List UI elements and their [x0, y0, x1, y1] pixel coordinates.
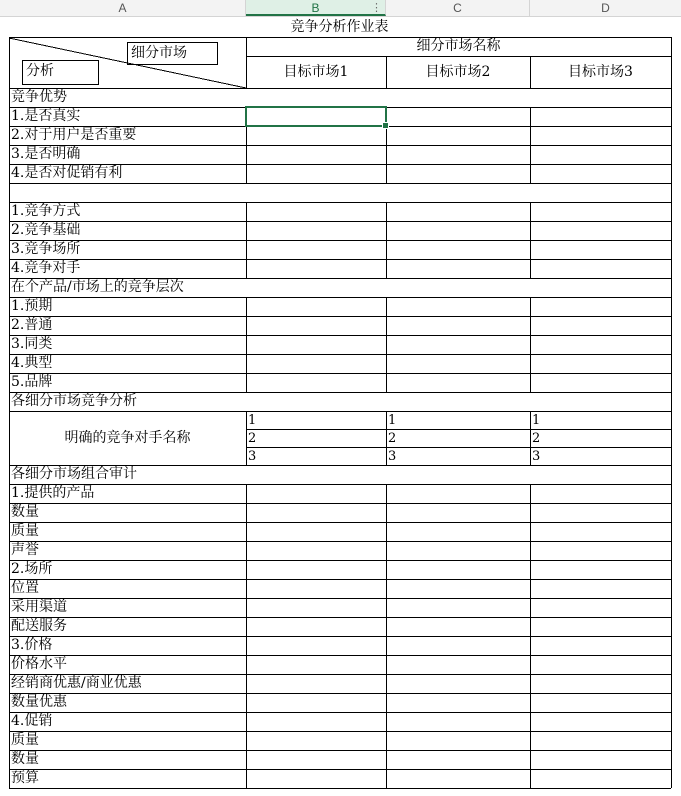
audit-item-4[interactable]: 声誉: [11, 542, 39, 558]
section-title-segment-analysis[interactable]: 各细分市场竞争分析: [11, 393, 137, 409]
audit-item-5[interactable]: 2.场所: [11, 561, 53, 577]
competition-item-3[interactable]: 3.竞争场所: [11, 241, 81, 257]
audit-item-2[interactable]: 数量: [11, 504, 39, 520]
audit-item-10[interactable]: 价格水平: [11, 656, 67, 672]
audit-item-12[interactable]: 数量优惠: [11, 694, 67, 710]
audit-item-13[interactable]: 4.促销: [11, 713, 53, 729]
market-header-1: 目标市场1: [283, 64, 349, 80]
column-header-d[interactable]: D: [601, 1, 610, 15]
level-item-1[interactable]: 1.预期: [11, 298, 53, 314]
audit-item-3[interactable]: 质量: [11, 523, 39, 539]
sheet-title: 竞争分析作业表: [290, 19, 389, 35]
competitor-2-number-3[interactable]: 3: [388, 449, 397, 464]
market-header-2: 目标市场2: [425, 64, 491, 80]
level-item-3[interactable]: 3.同类: [11, 336, 53, 352]
competitor-names-label[interactable]: 明确的竞争对手名称: [64, 430, 191, 446]
competitor-3-number-1[interactable]: 1: [532, 413, 541, 428]
advantage-item-3[interactable]: 3.是否明确: [11, 146, 81, 162]
level-item-2[interactable]: 2.普通: [11, 317, 53, 333]
market-header-3: 目标市场3: [568, 64, 633, 80]
competition-item-2[interactable]: 2.竞争基础: [11, 222, 81, 238]
competitor-3-number-2[interactable]: 2: [532, 431, 541, 446]
section-title-portfolio-audit[interactable]: 各细分市场组合审计: [11, 466, 137, 482]
competitor-2-number-1[interactable]: 1: [388, 413, 397, 428]
competitor-1-number-1[interactable]: 1: [248, 413, 257, 428]
level-item-5[interactable]: 5.品牌: [11, 374, 53, 390]
column-header-a[interactable]: A: [0, 0, 246, 16]
audit-item-7[interactable]: 采用渠道: [11, 599, 67, 615]
audit-item-15[interactable]: 数量: [11, 751, 39, 767]
level-item-4[interactable]: 4.典型: [11, 355, 53, 371]
competitor-1-number-2[interactable]: 2: [248, 431, 257, 446]
column-header-b-label: B: [311, 1, 320, 15]
audit-item-8[interactable]: 配送服务: [11, 618, 67, 634]
audit-item-1[interactable]: 1.提供的产品: [11, 485, 95, 501]
audit-item-11[interactable]: 经销商优惠/商业优惠: [11, 675, 142, 691]
worksheet[interactable]: [0, 17, 681, 796]
competitor-1-number-3[interactable]: 3: [248, 449, 257, 464]
diagonal-label-analysis[interactable]: 分析: [22, 60, 99, 85]
audit-item-6[interactable]: 位置: [11, 580, 39, 596]
competition-item-4[interactable]: 4.竞争对手: [11, 260, 81, 276]
competitor-3-number-3[interactable]: 3: [532, 449, 541, 464]
audit-item-16[interactable]: 预算: [11, 770, 39, 786]
advantage-item-1[interactable]: 1.是否真实: [11, 108, 81, 124]
selected-cell-b6[interactable]: [245, 106, 387, 127]
audit-item-9[interactable]: 3.价格: [11, 637, 53, 653]
segment-group-header: 细分市场名称: [416, 38, 501, 54]
diagonal-label-segment[interactable]: 细分市场: [127, 42, 218, 65]
column-header-b[interactable]: [246, 0, 386, 16]
advantage-item-4[interactable]: 4.是否对促销有利: [11, 165, 123, 181]
more-options-icon[interactable]: ⋮: [371, 2, 382, 14]
fill-handle[interactable]: [382, 122, 389, 129]
advantage-item-2[interactable]: 2.对于用户是否重要: [11, 127, 137, 143]
column-header-c[interactable]: C: [386, 0, 530, 16]
column-header-bar: [0, 0, 681, 17]
competition-item-1[interactable]: 1.竞争方式: [11, 203, 81, 219]
audit-item-14[interactable]: 质量: [11, 732, 39, 748]
section-title-advantage[interactable]: 竞争优势: [11, 89, 67, 105]
competitor-2-number-2[interactable]: 2: [388, 431, 397, 446]
section-title-levels[interactable]: 在个产品/市场上的竞争层次: [11, 279, 184, 295]
